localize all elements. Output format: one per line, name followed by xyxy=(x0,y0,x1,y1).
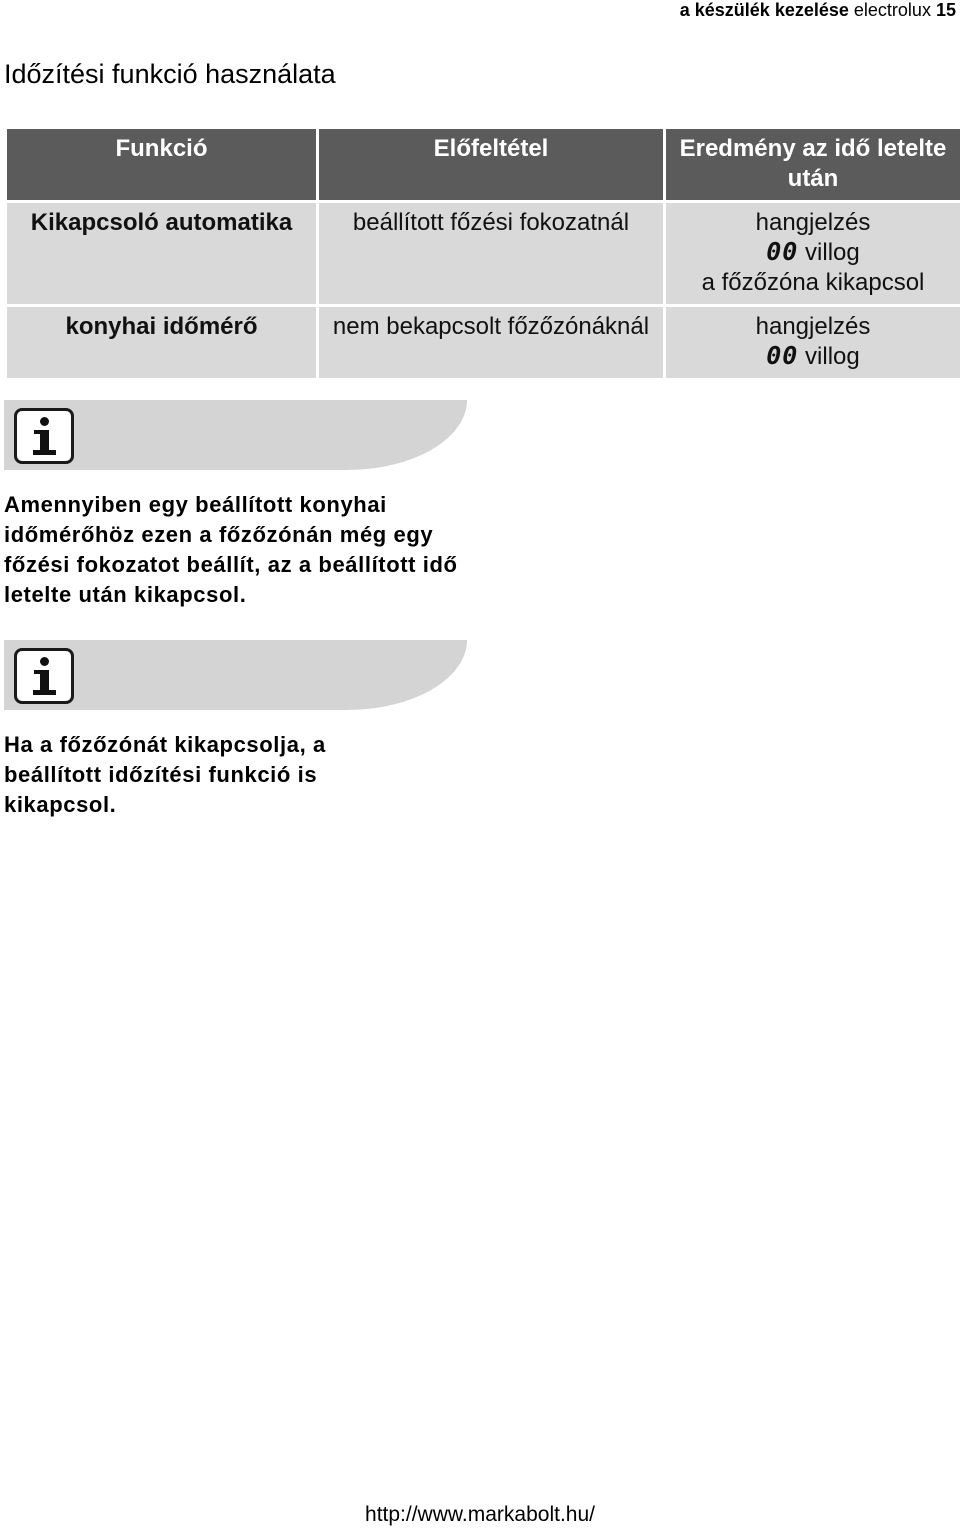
column-header-function: Funkció xyxy=(6,128,318,202)
result-signal: hangjelzés xyxy=(755,209,871,236)
table-row xyxy=(6,306,960,380)
cell-function: konyhai időmérő xyxy=(6,306,318,380)
table-header-row xyxy=(6,128,960,202)
cell-precondition: nem bekapcsolt főzőzónáknál xyxy=(318,306,665,380)
info-icon xyxy=(14,408,74,464)
info-banner xyxy=(4,400,467,470)
header-brand: electrolux xyxy=(853,0,931,20)
section-title: Időzítési funkció használata xyxy=(4,59,336,89)
cell-result xyxy=(665,306,960,380)
result-display-line xyxy=(672,238,954,268)
column-header-precondition: Előfeltétel xyxy=(318,128,665,202)
result-zone-off: a főzőzóna kikapcsol xyxy=(701,269,925,296)
display-readout: 00 xyxy=(766,237,799,266)
result-display-line xyxy=(672,342,954,372)
info-note: Amennyiben egy beállított konyhai időmérőhöz ezen a főzőzónán még egy főzési fokozatot beállít, az a beállított idő letelte után kikapcsol. xyxy=(4,492,458,607)
info-note: Ha a főzőzónát kikapcsolja, a beállított időzítési funkció is kikapcsol. xyxy=(4,732,326,817)
timer-function-table xyxy=(4,126,960,381)
result-signal: hangjelzés xyxy=(755,313,871,340)
display-readout: 00 xyxy=(766,341,799,370)
info-icon xyxy=(14,648,74,704)
running-header xyxy=(680,0,956,20)
result-blink: villog xyxy=(805,343,860,370)
table-row xyxy=(6,202,960,306)
cell-function: Kikapcsoló automatika xyxy=(6,202,318,306)
header-section: a készülék kezelése xyxy=(679,0,849,20)
result-blink: villog xyxy=(805,239,860,266)
page-number: 15 xyxy=(935,0,956,20)
cell-precondition: beállított főzési fokozatnál xyxy=(318,202,665,306)
footer-url: http://www.markabolt.hu/ xyxy=(365,1503,595,1526)
cell-result xyxy=(665,202,960,306)
info-banner xyxy=(4,640,467,710)
column-header-result: Eredmény az idő letelte után xyxy=(665,128,960,202)
